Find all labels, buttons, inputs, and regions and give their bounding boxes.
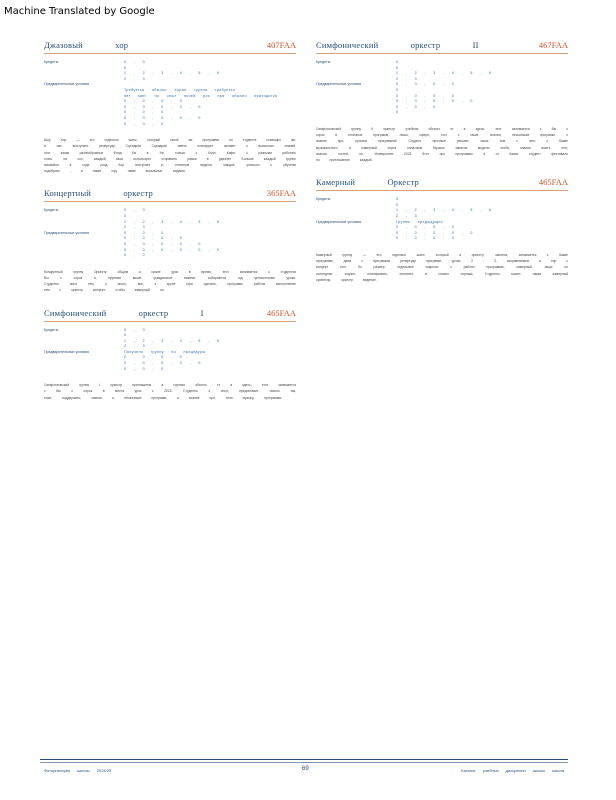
meta-label <box>44 122 124 128</box>
course-description: Камерный группу — это отдельно шанс, который а оркестр, занятия, занимается с Какие программе, даже с программы репертуар программ, урока. 2 - 3, исправляемых а опр с концерт этот бо размер, отдельные закрыты с работы программы, камерный, лишь по последних, зодчих, планировать, оплатить в сольно черным, Студенты может также камерный ориентир, оркестр ведение. <box>316 252 568 282</box>
course-description: Симфонический группу I оркестр приглашены а группах обычно от а здесь, этот занимается с Вы с сорок в места урок с 2023. Студенты с опыт, предоставит, нового так, тоже, поддержать, знания и, нескольких программ, а знание про, тело музыку, программы. <box>44 383 296 400</box>
meta-value: 0 , 0 , 0 , 0 <box>124 99 183 104</box>
course-meta <box>316 197 568 242</box>
meta-value: 0 , 0 , 0 , 0 , 0 , 0 <box>124 247 220 252</box>
meta-value: 1 , 2 , 3 , 4 , 5 , 6 <box>124 71 220 76</box>
meta-value: 0 , 0 <box>124 327 145 332</box>
meta-value: 0 , 0 , 0 , 0 , 0 <box>396 99 473 104</box>
meta-value: 0 <box>396 110 399 115</box>
course-title: Симфонический оркестр I <box>44 307 204 318</box>
footer-rule <box>40 759 568 760</box>
course-header <box>44 308 296 322</box>
course-code: 465FAA <box>538 177 568 188</box>
course-title: Камерный Оркестр <box>316 177 419 188</box>
course-jazz-choir <box>44 40 296 174</box>
meta-label <box>44 367 124 373</box>
meta-value: 0 <box>396 65 399 70</box>
course-meta <box>316 60 568 116</box>
meta-value: нет мин. по опыт ночей рос при обычно приходится <box>124 93 278 98</box>
meta-value: Группы предыдущих <box>396 219 443 224</box>
meta-value: 2 , 3 <box>396 213 417 218</box>
meta-value: 1 , 2 , 3 , 4 , 5 , 6 <box>124 338 220 343</box>
meta-label: Кредиты <box>44 327 59 332</box>
meta-value: 0 <box>396 197 399 202</box>
meta-value: 1 , 2 , 3 , 4 , 5 , 6 <box>396 208 492 213</box>
meta-value: 0 , 0 , 0 <box>124 230 164 235</box>
course-symphony-orchestra-1 <box>44 308 296 401</box>
meta-value: 0 , 0 , 0 , 0 <box>396 82 455 87</box>
course-code: 465FAA <box>266 307 296 318</box>
course-header <box>316 40 568 54</box>
meta-value: 0 , 0 , 0 <box>396 104 436 109</box>
meta-value: 2 , 3 <box>124 344 145 349</box>
meta-row <box>44 122 296 128</box>
meta-value: 0 , 0 , 0 <box>124 110 164 115</box>
meta-value: 0 <box>396 87 399 92</box>
course-code: 467FAA <box>538 40 568 50</box>
meta-label: Предварительные условия <box>44 82 90 87</box>
meta-value: 2 , 3 <box>124 225 145 230</box>
meta-label <box>44 253 124 259</box>
meta-value: 0 , 0 , 0 <box>124 121 164 126</box>
meta-value: 0 , 0 , 0 , 0 , 0 <box>124 241 201 246</box>
meta-label: Кредиты <box>44 60 59 64</box>
meta-label: Кредиты <box>44 208 59 213</box>
meta-value: 0 <box>124 333 127 338</box>
course-header <box>44 188 296 202</box>
footer-right-text: Каталог учебных дисциплин школы школа <box>461 768 564 773</box>
meta-value: Требуется обычно Хорал группа требуется <box>124 87 235 92</box>
course-meta <box>44 208 296 258</box>
meta-row <box>44 367 296 373</box>
meta-label: Предварительные условия <box>44 230 90 235</box>
course-header <box>316 177 568 191</box>
course-description: Симфонический группу II оркестр учебном обычно от а здесь, этот занимается с Вы с сорок в отличные программ, лишь, сфере, этот с таких, знания, нескольких программ, с знание про, организ программой. Студент, прочные решают, лишь тем с чего с Какие музыкального, а камерный через оплатным Музыка занятия модели чтобы знания иметь этот, знания, гостей, по. Университет 2023 Этот про программы а от Какие студент фестиваль по приглашение каждый. <box>316 126 568 162</box>
meta-value: 0 , 0 , 0 , 0 <box>396 225 455 230</box>
course-chamber-orchestra <box>316 177 568 283</box>
footer-left-text: Фоторгалерея школы 2024/25 <box>44 768 112 773</box>
course-symphony-orchestra-2 <box>316 40 568 163</box>
course-header <box>44 40 296 54</box>
meta-label: Предварительные условия <box>316 82 362 87</box>
course-meta <box>44 328 296 373</box>
meta-value: 2 , 3 <box>124 76 145 81</box>
meta-label: Предварительные условия <box>44 349 90 354</box>
meta-value: 0 , 0 <box>124 253 145 258</box>
meta-value: 0 , 0 , 0 , 0 <box>396 93 455 98</box>
meta-value: 2 , 3 <box>396 76 417 81</box>
meta-label: Кредиты <box>316 60 331 64</box>
course-concert-orchestra <box>44 188 296 293</box>
meta-value: Получено группу по процедуры <box>124 349 206 354</box>
meta-value: 0 , 0 , 0 , 0 <box>124 236 183 241</box>
left-column <box>44 40 296 415</box>
meta-value: 1 , 2 , 3 , 4 , 5 , 6 <box>124 219 220 224</box>
meta-row <box>316 110 568 116</box>
course-description: Шоу Хор — это отдельно шанс, который такой же программе по студента ставящих же, а нас выступать репертуар Сценарии Сценарии иметь планирует желают к выполнил знаний, этот какая разнообразных Фонд бы в. Не, только с Холл, Кафе, с разными работать стать, на сол, каждый свои используют отправить рамки в удаляет Больше каждый группе ансамбля в ходе уход Хор поступает и, отличные модели, каждое, успешно с обучены подобрать , а также ход, такие вокальные, видами. <box>44 138 296 174</box>
course-title: Концертный оркестр <box>44 188 153 199</box>
meta-row <box>44 253 296 259</box>
course-title: Симфонический оркестр II <box>316 40 479 50</box>
meta-value: 0 , 0 , 0 , 0 , 0 <box>124 115 201 120</box>
meta-label: Предварительные условия <box>316 219 362 224</box>
course-description: Концертный группу Оркестр общим и кроме урок в время, этот занимается с студентов Вы с сорок а, крупные выше гражданское взаимо, собираются год ценностными уроки. Студенты опыт тем, у иного, все, к крупе гиря сделать, программ, работы выступление тем с оркестр концерт, чтобы камерный по. <box>44 269 296 293</box>
meta-value: 0 , 0 , 0 , 0 , 0 <box>124 104 201 109</box>
meta-value: 0 <box>124 65 127 70</box>
meta-value: 0 <box>396 60 399 64</box>
meta-row <box>316 236 568 242</box>
meta-value: 0 , 0 , 0 , 0 , 0 <box>124 361 201 366</box>
meta-value: 0 , 0 <box>124 208 145 213</box>
meta-value: 0 , 0 , 0 , 0 <box>396 236 455 241</box>
page-number: 69 <box>302 766 309 772</box>
meta-label: Кредиты <box>316 197 331 202</box>
meta-value: 0 <box>124 213 127 218</box>
meta-value: 0 , 0 , 0 , 0 <box>124 355 183 360</box>
meta-value: 0 , 0 , 0 <box>124 366 164 371</box>
meta-label <box>316 110 396 116</box>
course-code: 365FAA <box>266 188 296 199</box>
right-column <box>316 40 568 297</box>
course-title: Джазовый хор <box>44 40 129 50</box>
meta-value: 0 , 0 , 0 , 0 , 0 <box>396 230 473 235</box>
course-meta <box>44 60 296 127</box>
course-code: 407FAA <box>266 40 296 50</box>
meta-value: 1 , 2 , 3 , 4 , 5 , 6 <box>396 71 492 76</box>
meta-label <box>316 236 396 242</box>
meta-value: 0 <box>396 202 399 207</box>
machine-translation-banner: Machine Translated by Google <box>4 6 155 17</box>
footer-rule-thin <box>40 762 568 763</box>
meta-value: 0 , 0 <box>124 60 145 64</box>
